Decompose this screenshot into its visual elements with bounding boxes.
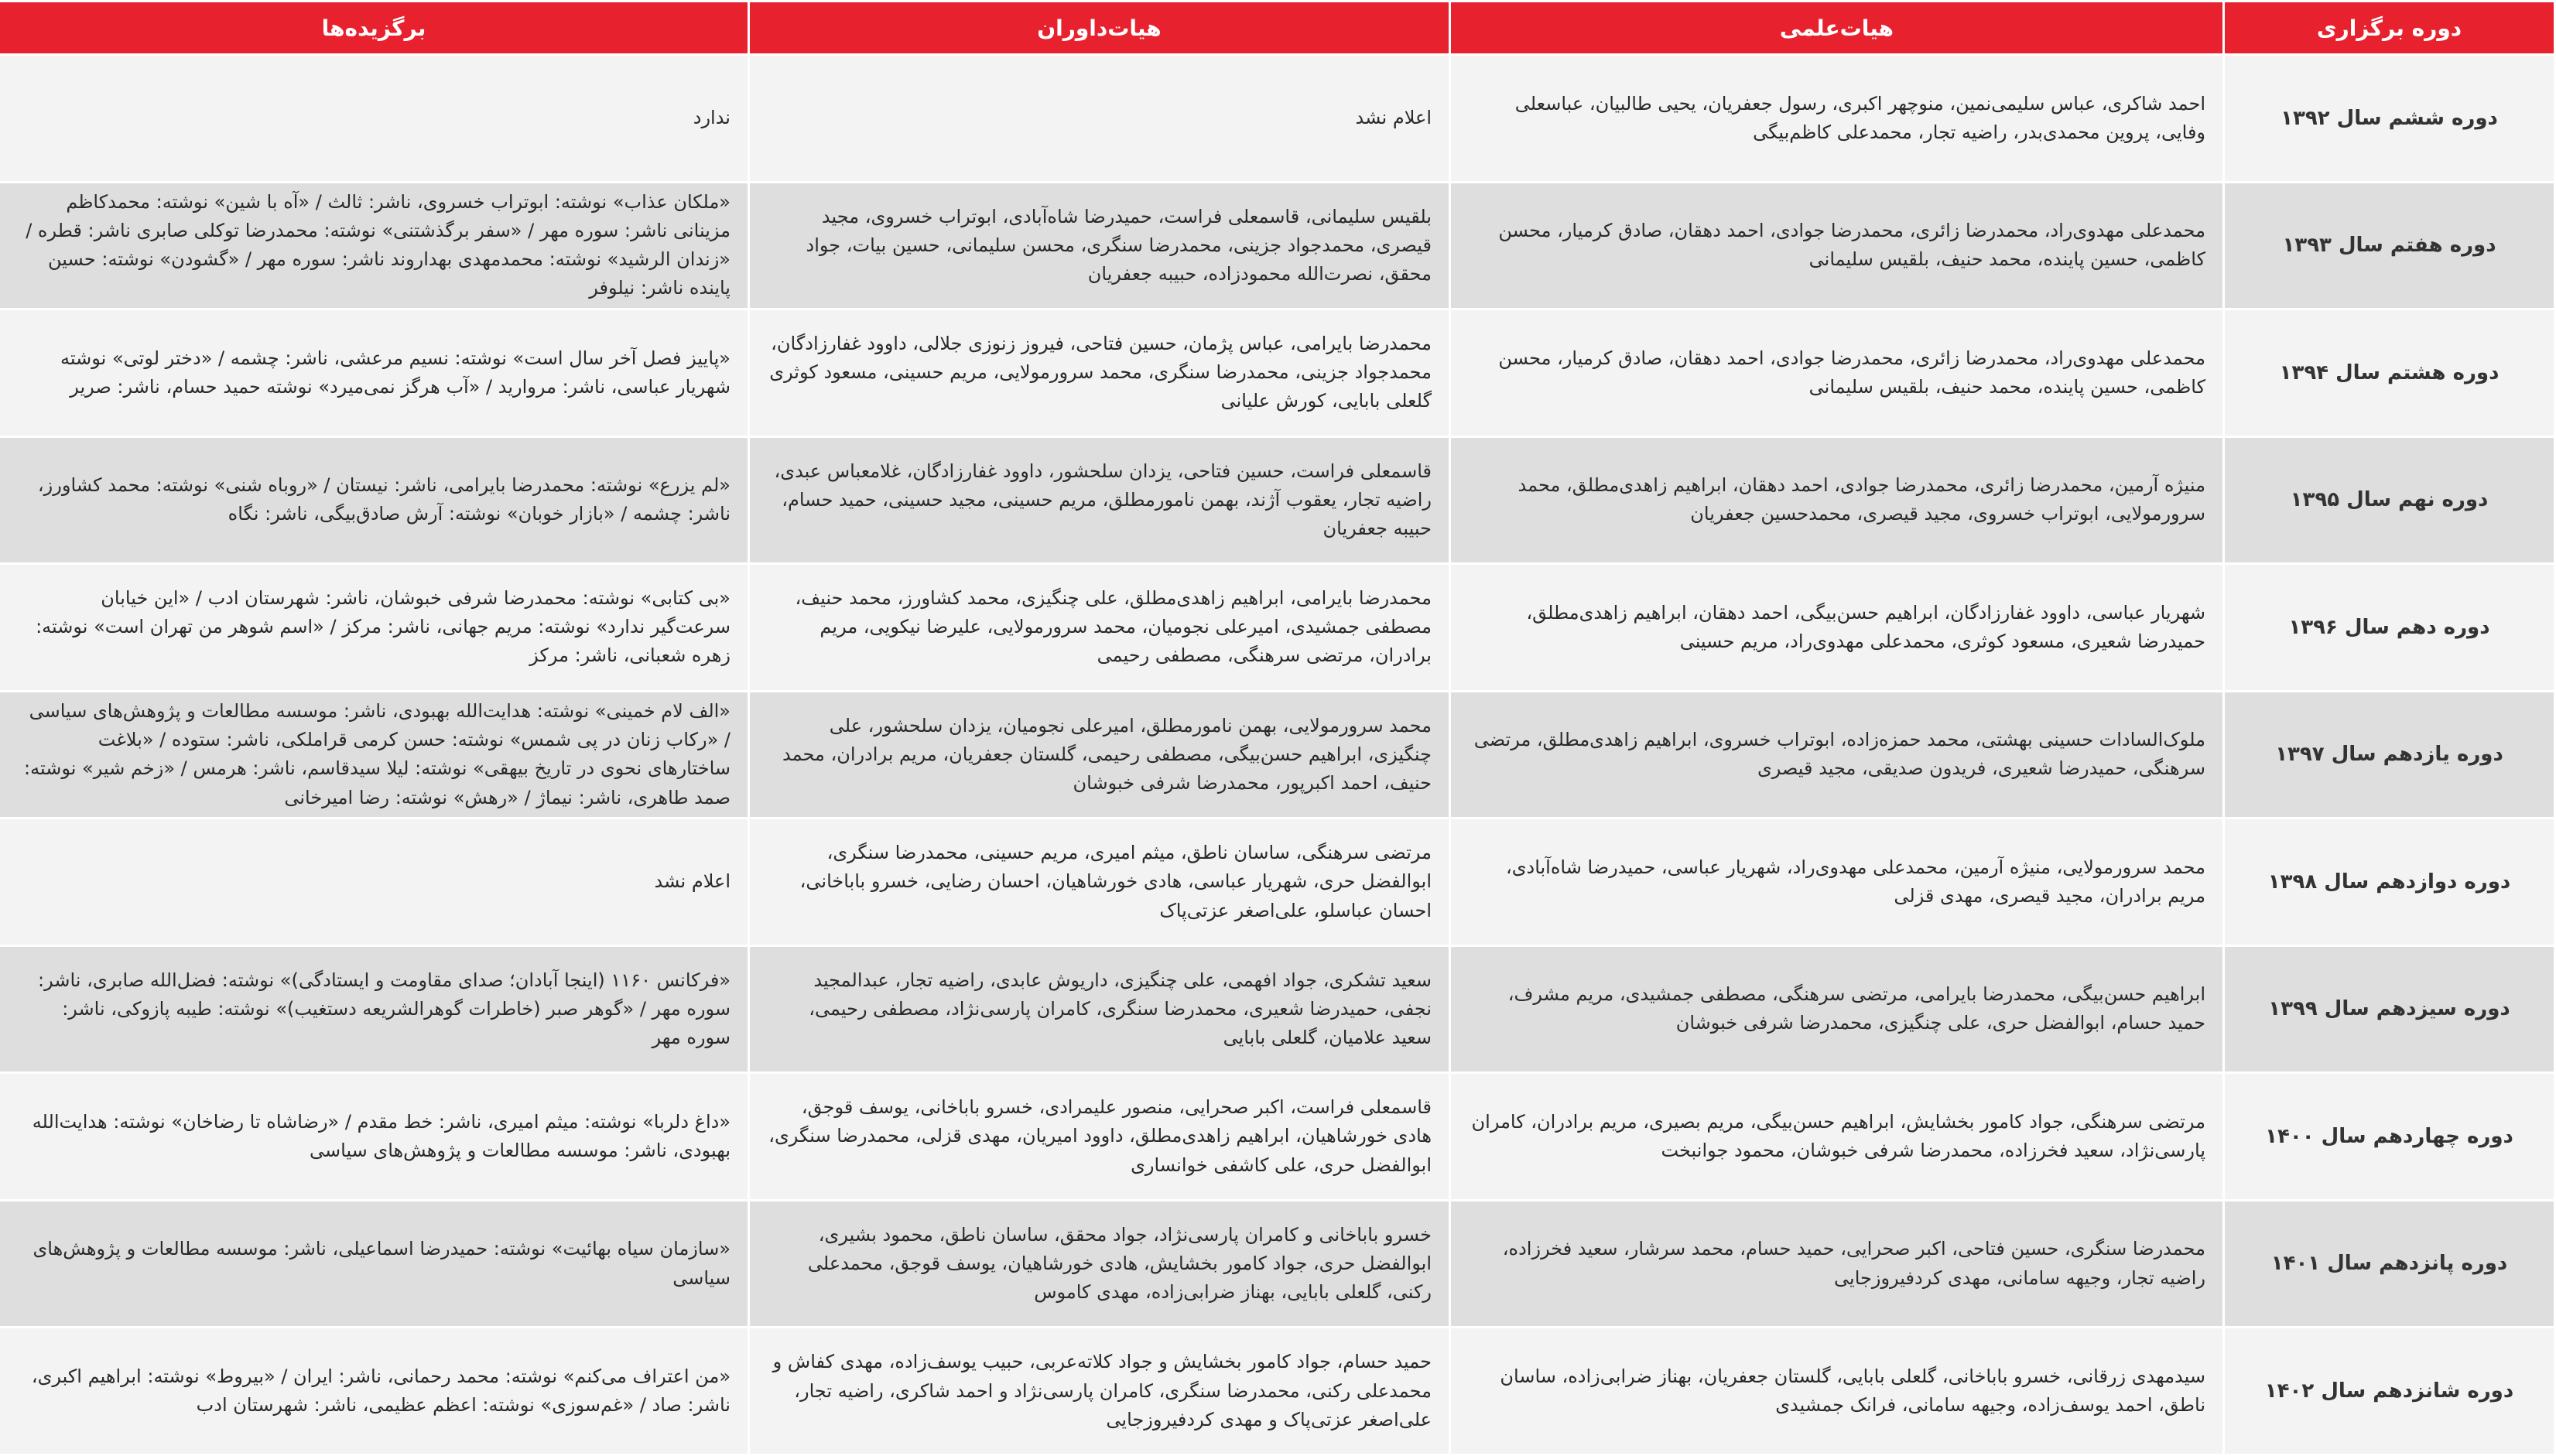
winners-cell: «پاییز فصل آخر سال است» نوشته: نسیم مرعشی، ناشر: چشمه / «دختر لوتی» نوشته شهریار عباسی، ناشر: مروارید / «آب هرگز نمی‌میرد» نوشته حمید حسام، ناشر: صریر	[0, 309, 749, 437]
scientific-board-cell: مرتضی سرهنگی، جواد کامور بخشایش، ابراهیم حسن‌بیگی، مریم بصیری، مریم برادران، کامران پارسی‌نژاد، سعید فخرزاده، محمدرضا شرفی خبوشان، محمود جوانبخت	[1450, 1073, 2224, 1201]
scientific-board-cell: سیدمهدی زرقانی، خسرو باباخانی، گلعلی بابایی، گلستان جعفریان، بهناز ضرابی‌زاده، ساسان ناطق، احمد یوسف‌زاده، وجیهه سامانی، فرانک جمشیدی	[1450, 1328, 2224, 1455]
scientific-board-cell: احمد شاکری، عباس سلیمی‌نمین، منوچهر اکبری، رسول جعفریان، یحیی طالبیان، عباسعلی وفایی، پروین محمدی‌بدر، راضیه تجار، محمدعلی کاظم‌بیگی	[1450, 55, 2224, 183]
period-cell: دوره نهم سال ۱۳۹۵	[2224, 436, 2555, 564]
period-cell: دوره هشتم سال ۱۳۹۴	[2224, 309, 2555, 437]
scientific-board-cell: منیژه آرمین، محمدرضا زائری، محمدرضا جوادی، احمد دهقان، ابراهیم زاهدی‌مطلق، محمد سرورمولایی، ابوتراب خسروی، مجید قیصری، محمدحسین جعفریان	[1450, 436, 2224, 564]
table-row	[0, 691, 2555, 819]
winners-cell: ندارد	[0, 55, 749, 183]
period-cell: دوره هفتم سال ۱۳۹۳	[2224, 182, 2555, 309]
scientific-board-cell: محمدعلی مهدوی‌راد، محمدرضا زائری، محمدرضا جوادی، احمد دهقان، صادق کرمیار، محسن کاظمی، حسین پاینده، محمد حنیف، بلقیس سلیمانی	[1450, 182, 2224, 309]
scientific-board-cell: ابراهیم حسن‌بیگی، محمدرضا بایرامی، مرتضی سرهنگی، مصطفی جمشیدی، مریم مشرف، حمید حسام، ابوالفضل حری، علی چنگیزی، محمدرضا شرفی خبوشان	[1450, 945, 2224, 1073]
table-row	[0, 1328, 2555, 1455]
scientific-board-cell: محمدعلی مهدوی‌راد، محمدرضا زائری، محمدرضا جوادی، احمد دهقان، صادق کرمیار، محسن کاظمی، حسین پاینده، محمد حنیف، بلقیس سلیمانی	[1450, 309, 2224, 437]
table-row	[0, 819, 2555, 946]
header-period: دوره برگزاری	[2224, 2, 2555, 55]
header-scientific-board: هیات‌علمی	[1450, 2, 2224, 55]
jury-cell: بلقیس سلیمانی، قاسمعلی فراست، حمیدرضا شاه‌آبادی، ابوتراب خسروی، مجید قیصری، محمدجواد جزینی، محمدرضا سنگری، محسن سلیمانی، حسین بیات، جواد محقق، نصرت‌الله محمودزاده، حبیبه جعفریان	[749, 182, 1450, 309]
jury-cell: حمید حسام، جواد کامور بخشایش و جواد کلاته‌عربی، حبیب یوسف‌زاده، مهدی کفاش و محمدعلی رکنی، محمدرضا سنگری، کامران پارسی‌نژاد و احمد شاکری، راضیه تجار، علی‌اصغر عزتی‌پاک و مهدی کردفیروزجایی	[749, 1328, 1450, 1455]
period-cell: دوره پانزدهم سال ۱۴۰۱	[2224, 1200, 2555, 1328]
winners-cell: «فرکانس ۱۱۶۰ (اینجا آبادان؛ صدای مقاومت و ایستادگی)» نوشته: فضل‌الله صابری، ناشر: سوره مهر / «گوهر صبر (خاطرات گوهرالشریعه دستغیب)» نوشته: طیبه پازوکی، ناشر: سوره مهر	[0, 945, 749, 1073]
jury-cell: سعید تشکری، جواد افهمی، علی چنگیزی، داریوش عابدی، راضیه تجار، عبدالمجید نجفی، حمیدرضا شعیری، محمدرضا سنگری، کامران پارسی‌نژاد، مصطفی رحیمی، سعید علامیان، گلعلی بابایی	[749, 945, 1450, 1073]
jury-cell: قاسمعلی فراست، اکبر صحرایی، منصور علیمرادی، خسرو باباخانی، یوسف قوجق، هادی خورشاهیان، ابراهیم زاهدی‌مطلق، داوود امیریان، مهدی قزلی، محمدرضا سنگری، ابوالفضل حری، علی کاشفی خوانساری	[749, 1073, 1450, 1201]
period-cell: دوره سیزدهم سال ۱۳۹۹	[2224, 945, 2555, 1073]
jury-cell: مرتضی سرهنگی، ساسان ناطق، میثم امیری، مریم حسینی، محمدرضا سنگری، ابوالفضل حری، شهریار عباسی، هادی خورشاهیان، احسان رضایی، خسرو باباخانی، احسان عباسلو، علی‌اصغر عزتی‌پاک	[749, 819, 1450, 946]
winners-cell: اعلام نشد	[0, 819, 749, 946]
header-row	[0, 2, 2555, 55]
jury-cell: محمدرضا بایرامی، ابراهیم زاهدی‌مطلق، علی چنگیزی، محمد کشاورز، محمد حنیف، مصطفی جمشیدی، امیرعلی نجومیان، محمد سرورمولایی، علیرضا نیکویی، مریم برادران، مرتضی سرهنگی، مصطفی رحیمی	[749, 564, 1450, 692]
jury-cell: محمد سرورمولایی، بهمن نامورمطلق، امیرعلی نجومیان، یزدان سلحشور، علی چنگیزی، ابراهیم حسن‌بیگی، مصطفی رحیمی، گلستان جعفریان، مریم برادران، محمد حنیف، احمد اکبرپور، محمدرضا شرفی خبوشان	[749, 691, 1450, 819]
scientific-board-cell: محمد سرورمولایی، منیژه آرمین، محمدعلی مهدوی‌راد، شهریار عباسی، حمیدرضا شاه‌آبادی، مریم برادران، مجید قیصری، مهدی قزلی	[1450, 819, 2224, 946]
table-row	[0, 1200, 2555, 1328]
winners-cell: «الف لام خمینی» نوشته: هدایت‌الله بهبودی، ناشر: موسسه مطالعات و پژوهش‌های سیاسی / «رکاب زنان در پی شمس» نوشته: حسن کرمی قراملکی، ناشر: ستوده / «بلاغت ساختارهای نحوی در تاریخ بیهقی» نوشته: لیلا سیدقاسم، ناشر: هرمس / «زخم شیر» نوشته: صمد طاهری، ناشر: نیماژ / «رهش» نوشته: رضا امیرخانی	[0, 691, 749, 819]
winners-cell: «لم یزرع» نوشته: محمدرضا بایرامی، ناشر: نیستان / «روباه شنی» نوشته: محمد کشاورز، ناشر: چشمه / «بازار خوبان» نوشته: آرش صادق‌بیگی، ناشر: نگاه	[0, 436, 749, 564]
jury-cell: خسرو باباخانی و کامران پارسی‌نژاد، جواد محقق، ساسان ناطق، محمود بشیری، ابوالفضل حری، جواد کامور بخشایش، هادی خورشاهیان، یوسف قوجق، محمدعلی رکنی، گلعلی بابایی، بهناز ضرابی‌زاده، مهدی کاموس	[749, 1200, 1450, 1328]
table-row	[0, 945, 2555, 1073]
scientific-board-cell: ملوک‌السادات حسینی بهشتی، محمد حمزه‌زاده، ابوتراب خسروی، ابراهیم زاهدی‌مطلق، مرتضی سرهنگی، حمیدرضا شعیری، فریدون صدیقی، مجید قیصری	[1450, 691, 2224, 819]
header-jury: هیات‌داوران	[749, 2, 1450, 55]
table-header	[0, 2, 2555, 55]
table-body	[0, 55, 2555, 1455]
winners-cell: «سازمان سیاه بهائیت» نوشته: حمیدرضا اسماعیلی، ناشر: موسسه مطالعات و پژوهش‌های سیاسی	[0, 1200, 749, 1328]
period-cell: دوره دهم سال ۱۳۹۶	[2224, 564, 2555, 692]
period-cell: دوره دوازدهم سال ۱۳۹۸	[2224, 819, 2555, 946]
jury-cell: محمدرضا بایرامی، عباس پژمان، حسین فتاحی، فیروز زنوزی جلالی، داوود غفارزادگان، محمدجواد جزینی، محمدرضا سنگری، محمد سرورمولایی، مریم حسینی، مسعود کوثری گلعلی بابایی، کورش علیانی	[749, 309, 1450, 437]
period-cell: دوره ششم سال ۱۳۹۲	[2224, 55, 2555, 183]
table-row	[0, 309, 2555, 437]
scientific-board-cell: شهریار عباسی، داوود غفارزادگان، ابراهیم حسن‌بیگی، احمد دهقان، ابراهیم زاهدی‌مطلق، حمیدرضا شعیری، مسعود کوثری، محمدعلی مهدوی‌راد، مریم حسینی	[1450, 564, 2224, 692]
scientific-board-cell: محمدرضا سنگری، حسین فتاحی، اکبر صحرایی، حمید حسام، محمد سرشار، سعید فخرزاده، راضیه تجار، وجیهه سامانی، مهدی کردفیروزجایی	[1450, 1200, 2224, 1328]
table-row	[0, 182, 2555, 309]
winners-cell: «من اعتراف می‌کنم» نوشته: محمد رحمانی، ناشر: ایران / «بیروط» نوشته: ابراهیم اکبری، ناشر: صاد / «غم‌سوزی» نوشته: اعظم عظیمی، ناشر: شهرستان ادب	[0, 1328, 749, 1455]
jury-cell: اعلام نشد	[749, 55, 1450, 183]
table-row	[0, 436, 2555, 564]
table-row	[0, 1073, 2555, 1201]
period-cell: دوره چهاردهم سال ۱۴۰۰	[2224, 1073, 2555, 1201]
table-row	[0, 55, 2555, 183]
table-row	[0, 564, 2555, 692]
jury-cell: قاسمعلی فراست، حسین فتاحی، یزدان سلحشور، داوود غفارزادگان، غلامعباس عبدی، راضیه تجار، یعقوب آژند، بهمن نامورمطلق، مریم حسینی، مجید حسینی، حمید حسام، حبیبه جعفریان	[749, 436, 1450, 564]
header-winners: برگزیده‌ها	[0, 2, 749, 55]
winners-cell: «بی کتابی» نوشته: محمدرضا شرفی خبوشان، ناشر: شهرستان ادب / «این خیابان سرعت‌گیر ندارد» نوشته: مریم جهانی، ناشر: مرکز / «اسم شوهر من تهران است» نوشته: زهره شعبانی، ناشر: مرکز	[0, 564, 749, 692]
period-cell: دوره یازدهم سال ۱۳۹۷	[2224, 691, 2555, 819]
period-cell: دوره شانزدهم سال ۱۴۰۲	[2224, 1328, 2555, 1455]
winners-cell: «داغ دلربا» نوشته: میثم امیری، ناشر: خط مقدم / «رضاشاه تا رضاخان» نوشته: هدایت‌الله بهبودی، ناشر: موسسه مطالعات و پژوهش‌های سیاسی	[0, 1073, 749, 1201]
winners-cell: «ملکان عذاب» نوشته: ابوتراب خسروی، ناشر: ثالث / «آه با شین» نوشته: محمدکاظم مزینانی ناشر: سوره مهر / «سفر برگذشتنی» نوشته: محمدرضا توکلی صابری ناشر: قطره / «زندان الرشید» نوشته: محمدمهدی بهداروند ناشر: سوره مهر / «گشودن» نوشته: حسین پاینده ناشر: نیلوفر	[0, 182, 749, 309]
